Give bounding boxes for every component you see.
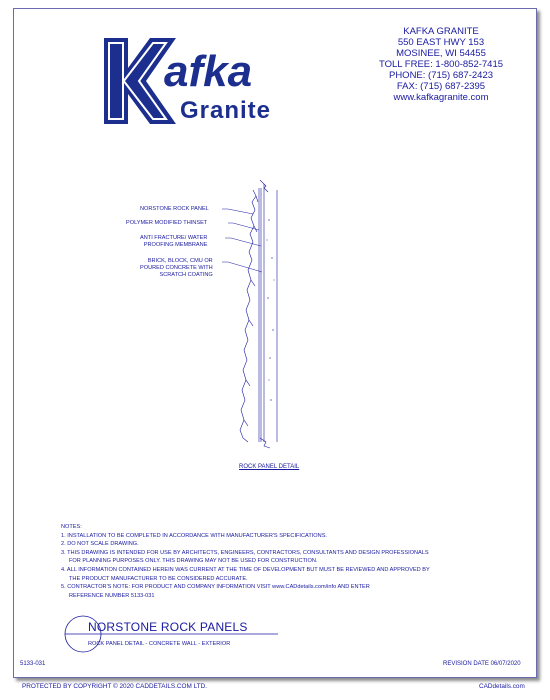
company-tollfree: TOLL FREE: 1-800-852-7415: [378, 59, 504, 70]
note-2: 2. DO NOT SCALE DRAWING.: [61, 541, 139, 548]
note-1: 1. INSTALLATION TO BE COMPLETED IN ACCORDANCE WITH MANUFACTURER'S SPECIFICATIONS.: [61, 532, 327, 539]
title-block-subtitle: ROCK PANEL DETAIL - CONCRETE WALL - EXTERIOR: [88, 641, 231, 647]
company-phone: PHONE: (715) 687-2423: [388, 70, 494, 81]
company-info: [346, 26, 536, 103]
callout-substrate-line3: SCRATCH COATING: [159, 271, 213, 278]
title-block-title: NORSTONE ROCK PANELS: [88, 620, 248, 634]
copyright-text: PROTECTED BY COPYRIGHT © 2020 CADDETAILS.COM LTD.: [22, 683, 207, 690]
detail-title: ROCK PANEL DETAIL: [239, 464, 300, 470]
callout-rock-panel: NORSTONE ROCK PANEL: [140, 206, 209, 212]
company-fax: FAX: (715) 687-2395: [396, 81, 486, 92]
logo-subbrand-text: Granite: [180, 97, 272, 124]
site-url[interactable]: CADdetails.com: [479, 683, 525, 690]
note-4-cont: THE PRODUCT MANUFACTURER TO BE CONSIDERED ACCURATE.: [69, 575, 248, 582]
callout-membrane-line1: ANTI FRACTURE/ WATER: [140, 235, 208, 241]
note-3-cont: FOR PLANNING PURPOSES ONLY. THIS DRAWING MAY NOT BE USED FOR CONSTRUCTION.: [69, 558, 318, 565]
note-3: 3. THIS DRAWING IS INTENDED FOR USE BY ARCHITECTS, ENGINEERS, CONTRACTORS, CONSULTANTS AND DESIGN PROFESSIONALS: [61, 549, 429, 556]
revision-date: REVISION DATE 06/07/2020: [443, 661, 521, 667]
callout-substrate: [140, 258, 213, 278]
callout-membrane-line2: PROOFING MEMBRANE: [143, 241, 208, 248]
notes-block: [61, 523, 521, 600]
company-address-2: MOSINEE, WI 54455: [396, 48, 486, 59]
company-address-1: 550 EAST HWY 153: [397, 37, 485, 48]
logo-brand-text: afka: [164, 47, 253, 96]
sheet-number: 5133-031: [20, 661, 46, 667]
note-5: 5. CONTRACTOR'S NOTE: FOR PRODUCT AND COMPANY INFORMATION VISIT www.CADdetails.com/info AND ENTER: [61, 584, 370, 591]
callout-substrate-line1: BRICK, BLOCK, CMU OR: [147, 258, 213, 264]
note-4: 4. ALL INFORMATION CONTAINED HEREIN WAS CURRENT AT THE TIME OF DEVELOPMENT BUT MUST BE REVIEWED AND APPROVED BY: [61, 566, 430, 573]
notes-heading: NOTES:: [61, 524, 82, 530]
note-5-cont: REFERENCE NUMBER 5133-031: [69, 592, 155, 599]
callout-thinset: POLYMER MODIFIED THINSET: [126, 220, 208, 226]
callout-substrate-line2: POURED CONCRETE WITH: [140, 264, 213, 271]
callout-membrane: [140, 235, 207, 249]
company-website: www.kafkagranite.com: [393, 92, 489, 103]
company-name: KAFKA GRANITE: [403, 26, 479, 37]
kafka-granite-logo: [98, 36, 298, 126]
